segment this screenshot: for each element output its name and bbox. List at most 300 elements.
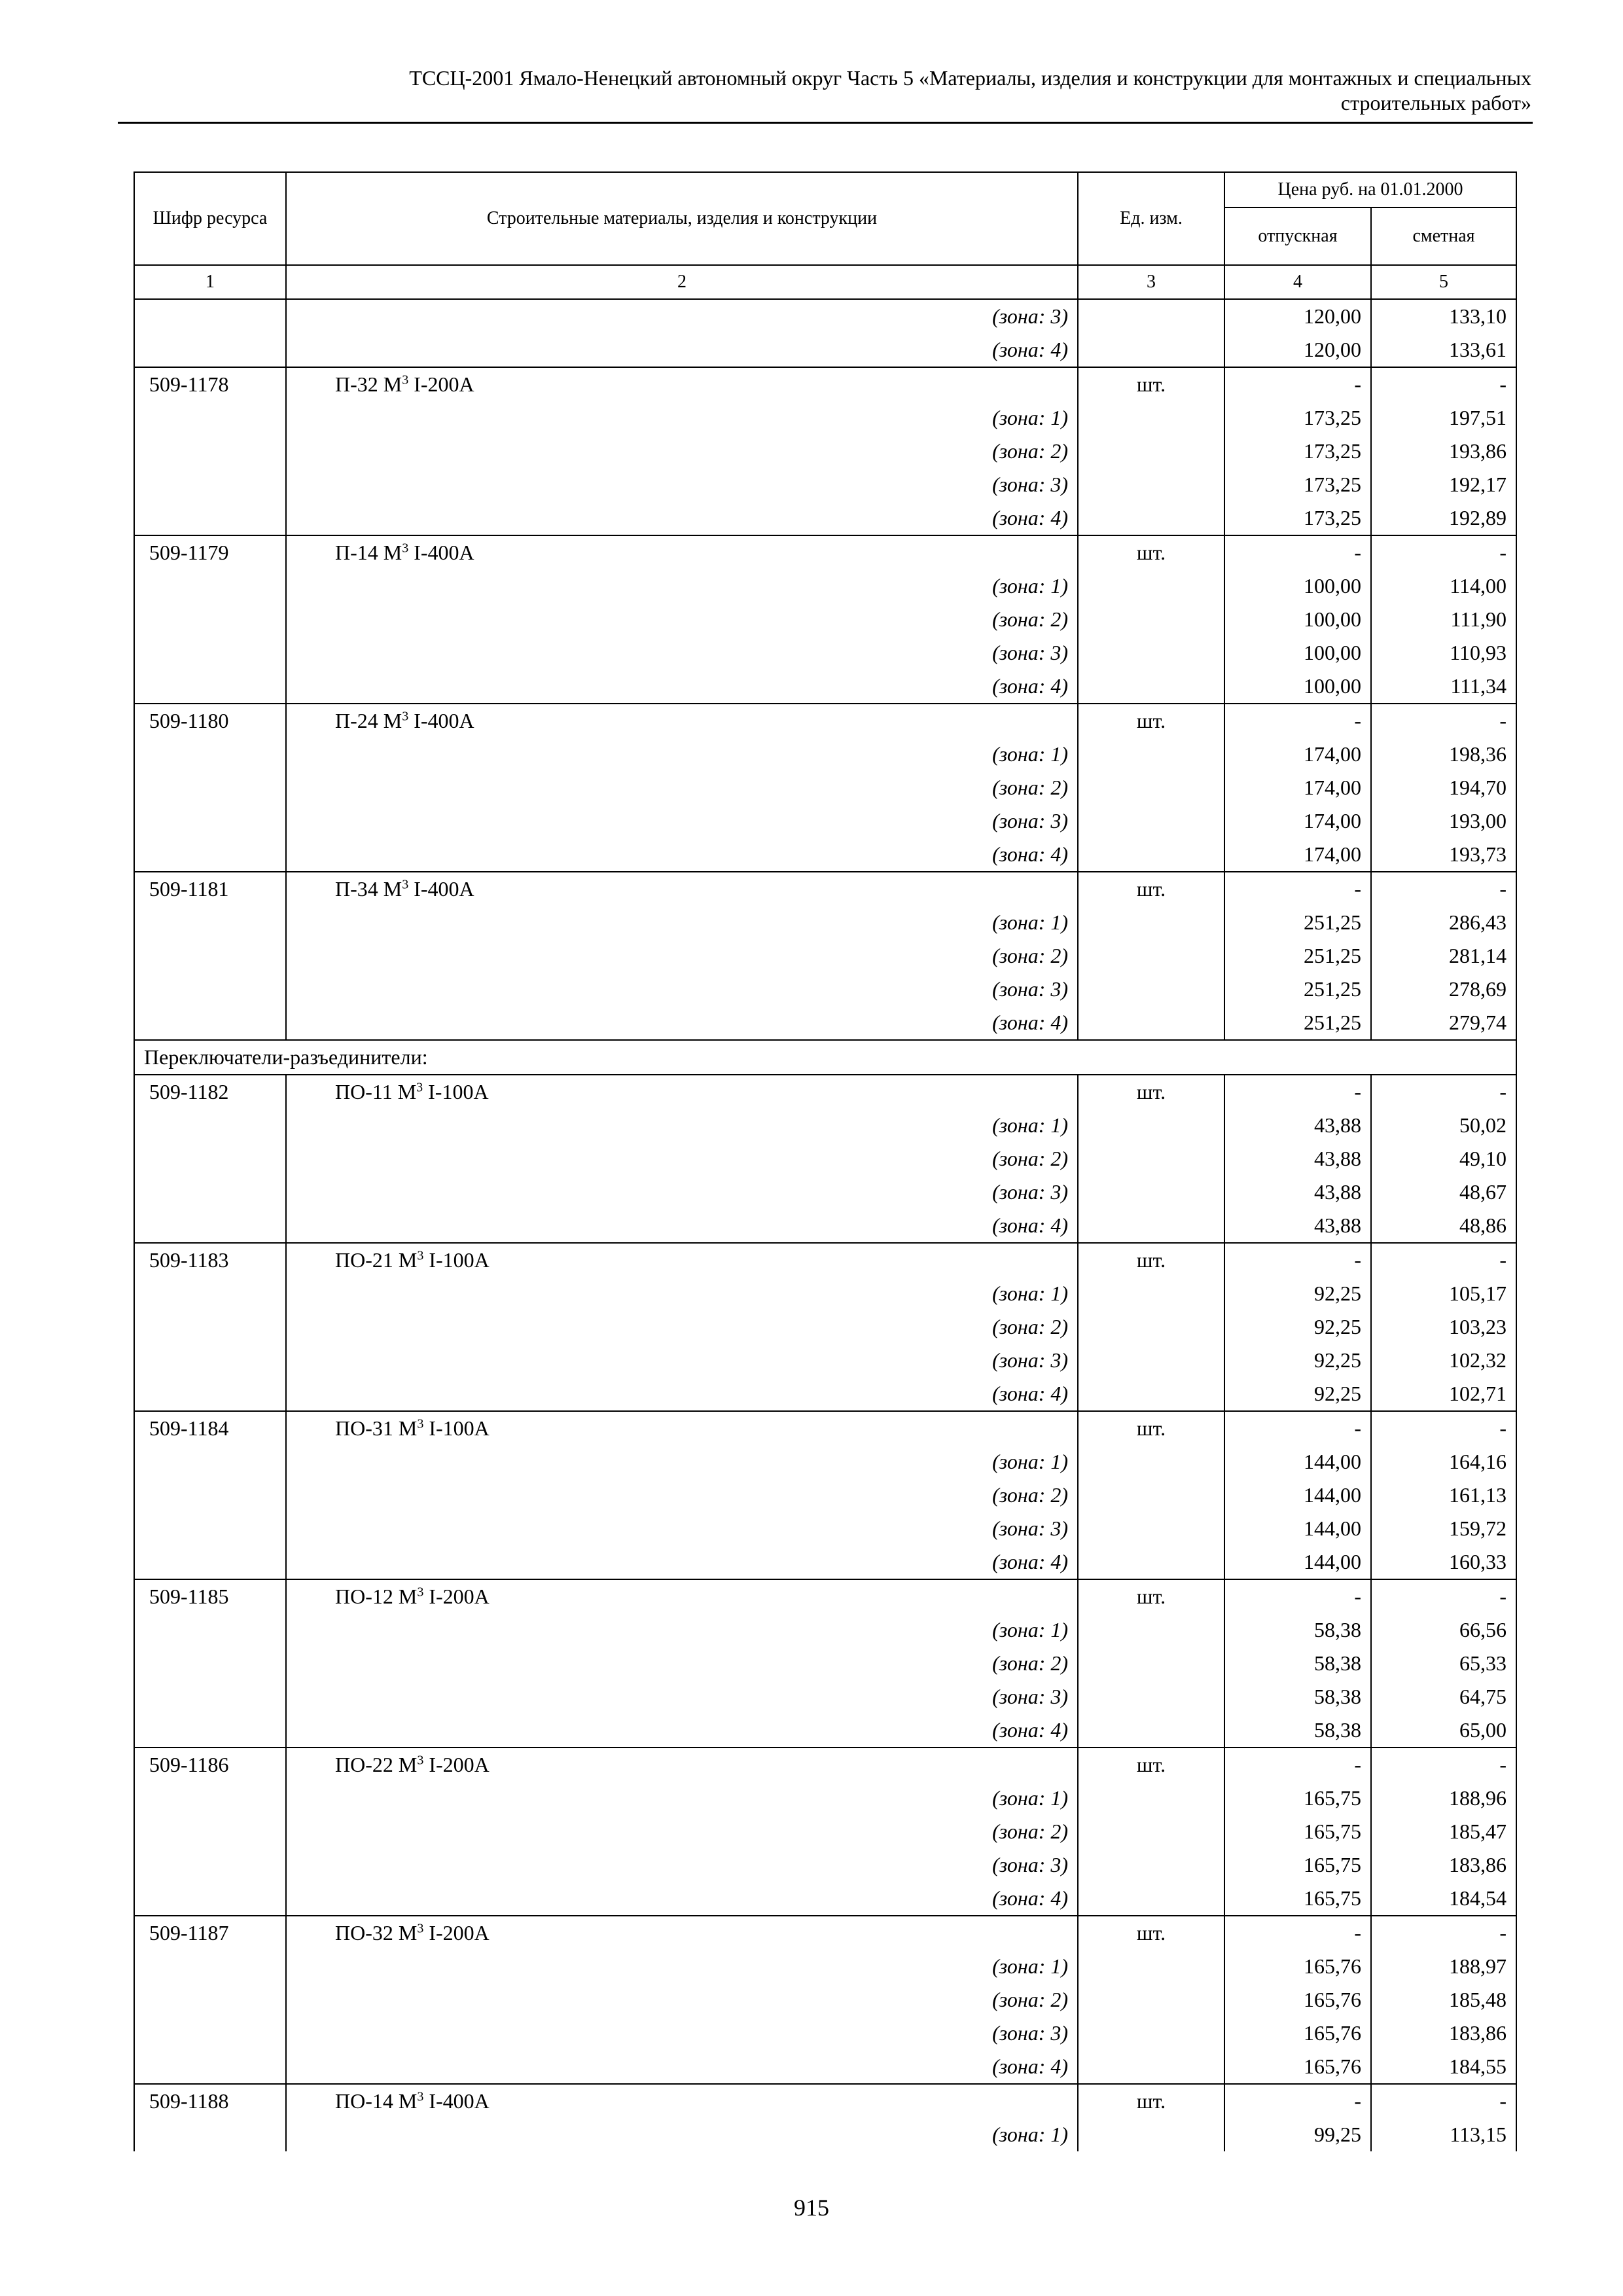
release-price: 43,88 [1224, 1109, 1371, 1142]
zone-number: 4 [1050, 1718, 1061, 1742]
zone-label-suffix: ) [1061, 1180, 1068, 1204]
zone-number: 1 [1050, 406, 1061, 429]
zone-cell [286, 804, 1078, 838]
item-row [134, 367, 1516, 401]
release-price: - [1224, 704, 1371, 738]
zone-cell [286, 435, 1078, 468]
code-cell [134, 1277, 286, 1310]
zone-label-prefix: (зона: [992, 1180, 1051, 1204]
zone-number: 1 [1050, 1954, 1061, 1978]
release-price: - [1224, 1748, 1371, 1782]
zone-label-suffix: ) [1061, 1483, 1068, 1507]
zone-label-suffix: ) [1061, 304, 1068, 328]
zone-number: 1 [1050, 1786, 1061, 1810]
item-rating: I-400А [408, 541, 474, 564]
zone-cell [286, 906, 1078, 939]
item-rating: I-200А [423, 1585, 490, 1608]
zone-label-prefix: (зона: [992, 1113, 1051, 1137]
unit-cell [1078, 1882, 1224, 1916]
col-header-release: отпускная [1224, 207, 1371, 265]
zone-label-prefix: (зона: [992, 1483, 1051, 1507]
item-rating: I-100А [423, 1416, 490, 1440]
zone-label-prefix: (зона: [992, 1382, 1051, 1405]
table-row [134, 1479, 1516, 1512]
code-cell [134, 738, 286, 771]
item-rating: I-200А [408, 372, 474, 396]
zone-number: 1 [1050, 1113, 1061, 1137]
table-row [134, 1142, 1516, 1175]
zone-number: 3 [1050, 641, 1061, 664]
zone-label-suffix: ) [1061, 1618, 1068, 1641]
unit-cell [1078, 501, 1224, 535]
estimate-price: 113,15 [1371, 2118, 1516, 2151]
table-row [134, 299, 1516, 333]
release-price: - [1224, 872, 1371, 906]
zone-number: 1 [1050, 2123, 1061, 2146]
code-cell [134, 1377, 286, 1411]
zone-cell [286, 771, 1078, 804]
release-price: 144,00 [1224, 1512, 1371, 1545]
unit-cell [1078, 1209, 1224, 1243]
zone-number: 3 [1050, 977, 1061, 1001]
item-name-text: ПО-22 М [335, 1753, 418, 1776]
estimate-price: 161,13 [1371, 1479, 1516, 1512]
zone-label-suffix: ) [1061, 1516, 1068, 1540]
zone-label-prefix: (зона: [992, 1718, 1051, 1742]
zone-label-suffix: ) [1061, 506, 1068, 529]
zone-label-suffix: ) [1061, 742, 1068, 766]
zone-cell [286, 670, 1078, 704]
col-number-4: 4 [1224, 265, 1371, 299]
table-row [134, 1848, 1516, 1882]
zone-label-prefix: (зона: [992, 944, 1051, 967]
estimate-price: 193,73 [1371, 838, 1516, 872]
release-price: - [1224, 1243, 1371, 1277]
code-cell [134, 1479, 286, 1512]
estimate-price: 279,74 [1371, 1006, 1516, 1040]
code-cell [134, 1882, 286, 1916]
item-name-text: П-34 М [335, 877, 402, 901]
release-price: 92,25 [1224, 1277, 1371, 1310]
table-row [134, 1647, 1516, 1680]
item-name [286, 2084, 1078, 2118]
table-row [134, 1277, 1516, 1310]
unit-cell [1078, 1815, 1224, 1848]
release-price: 58,38 [1224, 1713, 1371, 1748]
zone-label-prefix: (зона: [992, 1147, 1051, 1170]
col-number-5: 5 [1371, 265, 1516, 299]
zone-label-prefix: (зона: [992, 2054, 1051, 2078]
zone-label-suffix: ) [1061, 674, 1068, 698]
zone-number: 4 [1050, 1886, 1061, 1910]
estimate-price: 114,00 [1371, 569, 1516, 603]
zone-label-prefix: (зона: [992, 1954, 1051, 1978]
release-price: 174,00 [1224, 771, 1371, 804]
table-row [134, 603, 1516, 636]
item-name-superscript: 3 [417, 2089, 424, 2104]
zone-label-suffix: ) [1061, 977, 1068, 1001]
estimate-price: 133,10 [1371, 299, 1516, 333]
estimate-price: - [1371, 1075, 1516, 1109]
header-rule [118, 122, 1533, 124]
unit-cell: шт. [1078, 1579, 1224, 1613]
code-cell [134, 1512, 286, 1545]
table-row [134, 501, 1516, 535]
table-row [134, 1377, 1516, 1411]
release-price: - [1224, 367, 1371, 401]
table-row [134, 2050, 1516, 2084]
item-name-superscript: 3 [402, 372, 409, 387]
zone-label-prefix: (зона: [992, 1988, 1051, 2011]
zone-number: 1 [1050, 1618, 1061, 1641]
item-row [134, 1748, 1516, 1782]
unit-cell [1078, 435, 1224, 468]
zone-cell [286, 299, 1078, 333]
zone-label-suffix: ) [1061, 1718, 1068, 1742]
release-price: 165,75 [1224, 1848, 1371, 1882]
zone-cell [286, 1782, 1078, 1815]
zone-label-prefix: (зона: [992, 842, 1051, 866]
release-price: 173,25 [1224, 501, 1371, 535]
zone-label-prefix: (зона: [992, 910, 1051, 934]
zone-cell [286, 1175, 1078, 1209]
estimate-price: 193,86 [1371, 435, 1516, 468]
estimate-price: 286,43 [1371, 906, 1516, 939]
code-cell [134, 1782, 286, 1815]
zone-label-prefix: (зона: [992, 1651, 1051, 1675]
zone-number: 3 [1050, 1853, 1061, 1876]
code-cell [134, 1983, 286, 2017]
price-table [134, 171, 1517, 2151]
header-line-2: строительных работ» [1340, 91, 1531, 115]
release-price: 165,75 [1224, 1882, 1371, 1916]
table-row [134, 939, 1516, 973]
table-row [134, 1882, 1516, 1916]
zone-label-prefix: (зона: [992, 674, 1051, 698]
resource-code: 509-1178 [134, 367, 286, 401]
estimate-price: 192,17 [1371, 468, 1516, 501]
release-price: 58,38 [1224, 1647, 1371, 1680]
unit-cell: шт. [1078, 1748, 1224, 1782]
zone-cell [286, 973, 1078, 1006]
zone-number: 2 [1050, 439, 1061, 463]
release-price: 165,76 [1224, 1983, 1371, 2017]
code-cell [134, 973, 286, 1006]
item-name [286, 1579, 1078, 1613]
unit-cell: шт. [1078, 367, 1224, 401]
zone-label-prefix: (зона: [992, 809, 1051, 833]
release-price: 165,75 [1224, 1815, 1371, 1848]
zone-label-suffix: ) [1061, 1282, 1068, 1305]
unit-cell [1078, 636, 1224, 670]
release-price: 92,25 [1224, 1310, 1371, 1344]
release-price: 43,88 [1224, 1209, 1371, 1243]
zone-label-prefix: (зона: [992, 776, 1051, 799]
item-name-superscript: 3 [416, 1080, 423, 1095]
zone-cell [286, 2050, 1078, 2084]
zone-label-prefix: (зона: [992, 1011, 1051, 1034]
resource-code: 509-1183 [134, 1243, 286, 1277]
estimate-price: 188,97 [1371, 1950, 1516, 1983]
table-row [134, 1983, 1516, 2017]
code-cell [134, 1006, 286, 1040]
zone-cell [286, 1815, 1078, 1848]
item-rating: I-200А [423, 1921, 490, 1945]
estimate-price: 188,96 [1371, 1782, 1516, 1815]
release-price: 251,25 [1224, 1006, 1371, 1040]
document-header [118, 65, 1531, 115]
unit-cell: шт. [1078, 1916, 1224, 1950]
zone-label-suffix: ) [1061, 473, 1068, 496]
zone-cell [286, 1310, 1078, 1344]
release-price: 251,25 [1224, 906, 1371, 939]
zone-label-suffix: ) [1061, 1820, 1068, 1843]
release-price: 251,25 [1224, 939, 1371, 973]
item-name-superscript: 3 [417, 1753, 424, 1768]
zone-label-prefix: (зона: [992, 338, 1051, 361]
unit-cell [1078, 1848, 1224, 1882]
estimate-price: 183,86 [1371, 1848, 1516, 1882]
resource-code: 509-1184 [134, 1411, 286, 1445]
zone-cell [286, 1882, 1078, 1916]
estimate-price: 110,93 [1371, 636, 1516, 670]
estimate-price: 102,71 [1371, 1377, 1516, 1411]
zone-label-suffix: ) [1061, 439, 1068, 463]
item-name [286, 1243, 1078, 1277]
code-cell [134, 333, 286, 367]
estimate-price: 64,75 [1371, 1680, 1516, 1713]
zone-cell [286, 1512, 1078, 1545]
zone-cell [286, 1950, 1078, 1983]
table-row [134, 569, 1516, 603]
code-cell [134, 771, 286, 804]
estimate-price: 160,33 [1371, 1545, 1516, 1579]
zone-label-suffix: ) [1061, 1988, 1068, 2011]
zone-label-prefix: (зона: [992, 439, 1051, 463]
col-header-code: Шифр ресурса [134, 172, 286, 265]
unit-cell: шт. [1078, 872, 1224, 906]
estimate-price: 50,02 [1371, 1109, 1516, 1142]
estimate-price: 278,69 [1371, 973, 1516, 1006]
release-price: 43,88 [1224, 1175, 1371, 1209]
zone-cell [286, 1109, 1078, 1142]
table-row [134, 670, 1516, 704]
table-row [134, 973, 1516, 1006]
release-price: 120,00 [1224, 333, 1371, 367]
release-price: 174,00 [1224, 738, 1371, 771]
code-cell [134, 1175, 286, 1209]
unit-cell: шт. [1078, 704, 1224, 738]
item-name-text: ПО-21 М [335, 1248, 418, 1272]
table-row [134, 1445, 1516, 1479]
zone-label-prefix: (зона: [992, 1786, 1051, 1810]
code-cell [134, 670, 286, 704]
zone-label-prefix: (зона: [992, 1853, 1051, 1876]
zone-cell [286, 468, 1078, 501]
zone-cell [286, 1613, 1078, 1647]
estimate-price: 48,86 [1371, 1209, 1516, 1243]
item-name-text: ПО-31 М [335, 1416, 418, 1440]
unit-cell [1078, 1680, 1224, 1713]
item-row [134, 1916, 1516, 1950]
zone-label-suffix: ) [1061, 1147, 1068, 1170]
unit-cell [1078, 1310, 1224, 1344]
code-cell [134, 501, 286, 535]
unit-cell [1078, 1277, 1224, 1310]
zone-cell [286, 1479, 1078, 1512]
code-cell [134, 1613, 286, 1647]
table-row [134, 804, 1516, 838]
zone-number: 4 [1050, 338, 1061, 361]
item-row [134, 2084, 1516, 2118]
zone-cell [286, 1713, 1078, 1748]
zone-cell [286, 738, 1078, 771]
zone-label-prefix: (зона: [992, 1550, 1051, 1573]
unit-cell [1078, 906, 1224, 939]
release-price: 92,25 [1224, 1344, 1371, 1377]
zone-cell [286, 1983, 1078, 2017]
zone-label-prefix: (зона: [992, 1516, 1051, 1540]
code-cell [134, 1545, 286, 1579]
item-name-text: ПО-14 М [335, 2089, 418, 2113]
estimate-price: - [1371, 535, 1516, 569]
zone-cell [286, 1344, 1078, 1377]
release-price: 174,00 [1224, 838, 1371, 872]
zone-cell [286, 1277, 1078, 1310]
zone-number: 2 [1050, 1651, 1061, 1675]
zone-cell [286, 603, 1078, 636]
resource-code: 509-1188 [134, 2084, 286, 2118]
estimate-price: 103,23 [1371, 1310, 1516, 1344]
estimate-price: - [1371, 1748, 1516, 1782]
unit-cell [1078, 1006, 1224, 1040]
col-number-1: 1 [134, 265, 286, 299]
zone-cell [286, 636, 1078, 670]
item-rating: I-200А [423, 1753, 490, 1776]
code-cell [134, 1344, 286, 1377]
zone-number: 3 [1050, 1348, 1061, 1372]
estimate-price: 159,72 [1371, 1512, 1516, 1545]
estimate-price: 164,16 [1371, 1445, 1516, 1479]
zone-label-prefix: (зона: [992, 1213, 1051, 1237]
zone-number: 4 [1050, 506, 1061, 529]
zone-label-suffix: ) [1061, 1315, 1068, 1338]
unit-cell [1078, 1782, 1224, 1815]
estimate-price: 183,86 [1371, 2017, 1516, 2050]
unit-cell: шт. [1078, 2084, 1224, 2118]
zone-label-suffix: ) [1061, 1853, 1068, 1876]
zone-cell [286, 501, 1078, 535]
item-name-superscript: 3 [417, 1248, 424, 1263]
release-price: 99,25 [1224, 2118, 1371, 2151]
zone-label-prefix: (зона: [992, 506, 1051, 529]
estimate-price: - [1371, 872, 1516, 906]
zone-label-suffix: ) [1061, 1886, 1068, 1910]
zone-label-prefix: (зона: [992, 1282, 1051, 1305]
item-name-text: ПО-32 М [335, 1921, 418, 1945]
zone-number: 2 [1050, 1315, 1061, 1338]
zone-number: 2 [1050, 1483, 1061, 1507]
item-name [286, 367, 1078, 401]
unit-cell [1078, 1377, 1224, 1411]
item-row [134, 1411, 1516, 1445]
code-cell [134, 435, 286, 468]
unit-cell [1078, 401, 1224, 435]
unit-cell [1078, 1713, 1224, 1748]
zone-label-suffix: ) [1061, 1450, 1068, 1473]
estimate-price: 105,17 [1371, 1277, 1516, 1310]
col-header-unit: Ед. изм. [1078, 172, 1224, 265]
item-name-superscript: 3 [402, 541, 409, 556]
release-price: 174,00 [1224, 804, 1371, 838]
item-row [134, 1243, 1516, 1277]
code-cell [134, 603, 286, 636]
col-header-estimate: сметная [1371, 207, 1516, 265]
item-name-superscript: 3 [402, 877, 409, 892]
item-rating: I-400А [408, 709, 474, 732]
release-price: 173,25 [1224, 435, 1371, 468]
zone-cell [286, 2118, 1078, 2151]
table-row [134, 906, 1516, 939]
item-name [286, 1748, 1078, 1782]
zone-label-suffix: ) [1061, 406, 1068, 429]
item-name [286, 1916, 1078, 1950]
unit-cell [1078, 939, 1224, 973]
table-row [134, 771, 1516, 804]
unit-cell [1078, 1109, 1224, 1142]
item-name-superscript: 3 [417, 1921, 424, 1936]
zone-number: 3 [1050, 473, 1061, 496]
item-name-text: ПО-12 М [335, 1585, 418, 1608]
resource-code: 509-1182 [134, 1075, 286, 1109]
zone-label-suffix: ) [1061, 1382, 1068, 1405]
table-row [134, 838, 1516, 872]
code-cell [134, 1647, 286, 1680]
zone-number: 4 [1050, 842, 1061, 866]
zone-number: 3 [1050, 1180, 1061, 1204]
release-price: 100,00 [1224, 569, 1371, 603]
item-name [286, 704, 1078, 738]
item-row [134, 704, 1516, 738]
zone-number: 1 [1050, 1282, 1061, 1305]
zone-label-prefix: (зона: [992, 1450, 1051, 1473]
code-cell [134, 1950, 286, 1983]
zone-label-prefix: (зона: [992, 1685, 1051, 1708]
zone-number: 3 [1050, 1516, 1061, 1540]
zone-label-prefix: (зона: [992, 742, 1051, 766]
estimate-price: 49,10 [1371, 1142, 1516, 1175]
zone-label-suffix: ) [1061, 2123, 1068, 2146]
item-rating: I-100А [423, 1248, 490, 1272]
release-price: - [1224, 1579, 1371, 1613]
zone-cell [286, 569, 1078, 603]
zone-label-suffix: ) [1061, 1786, 1068, 1810]
zone-label-suffix: ) [1061, 1348, 1068, 1372]
release-price: - [1224, 535, 1371, 569]
zone-label-suffix: ) [1061, 776, 1068, 799]
item-name-text: П-14 М [335, 541, 402, 564]
unit-cell [1078, 1512, 1224, 1545]
zone-label-suffix: ) [1061, 574, 1068, 598]
unit-cell [1078, 299, 1224, 333]
estimate-price: - [1371, 2084, 1516, 2118]
code-cell [134, 569, 286, 603]
zone-cell [286, 1647, 1078, 1680]
zone-label-suffix: ) [1061, 1685, 1068, 1708]
estimate-price: 185,47 [1371, 1815, 1516, 1848]
zone-cell [286, 1209, 1078, 1243]
unit-cell [1078, 1142, 1224, 1175]
